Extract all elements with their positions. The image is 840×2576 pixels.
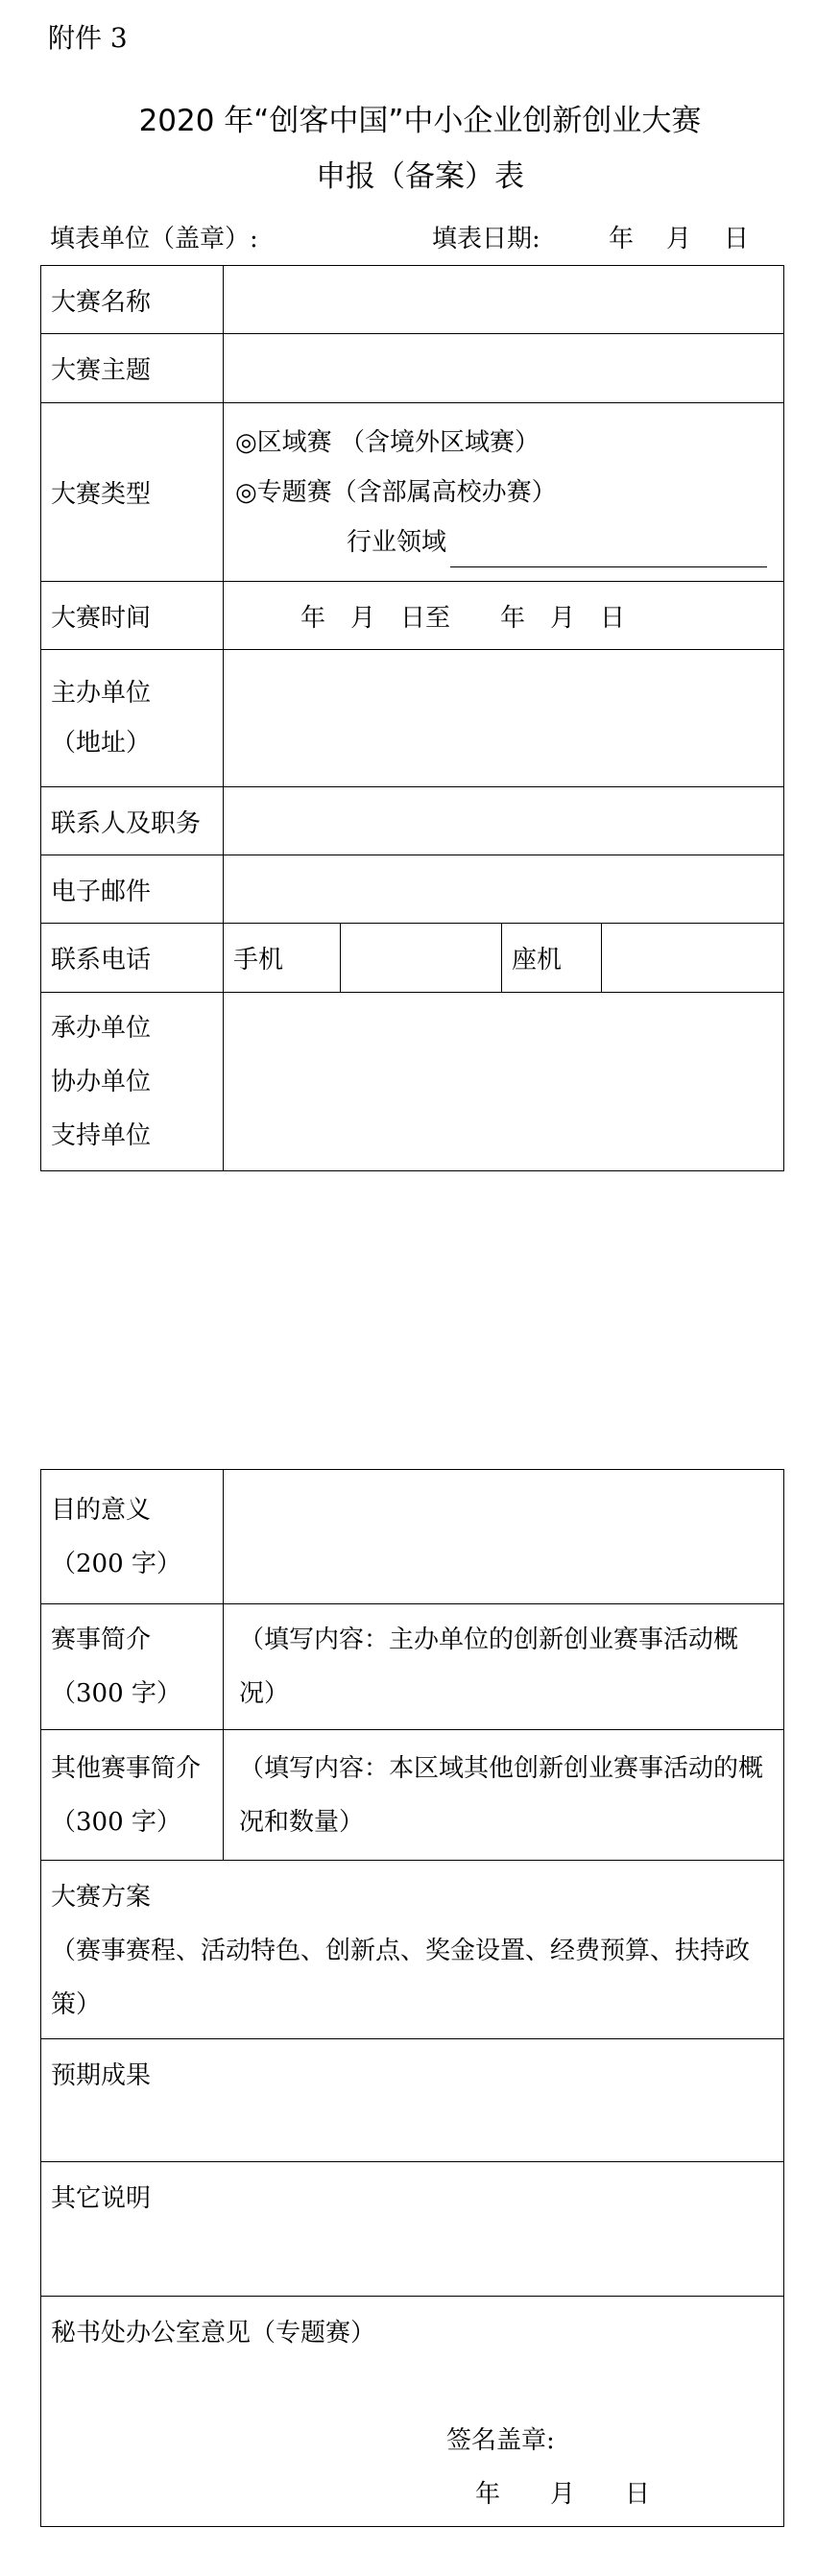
email-label: 电子邮件 xyxy=(41,855,224,924)
industry-label: 行业领域 xyxy=(347,527,447,557)
other-intro-label-line1: 其他赛事简介 xyxy=(51,1753,202,1783)
intro-label-line2: （300 字） xyxy=(51,1679,181,1708)
signature-label: 签名盖章: xyxy=(446,2426,555,2455)
purpose-field[interactable] xyxy=(224,1470,784,1604)
secretariat-opinion-label: 秘书处办公室意见（专题赛） xyxy=(51,2319,376,2347)
plan-label: 大赛方案 xyxy=(51,1883,152,1912)
expected-results-section[interactable] xyxy=(41,2039,784,2162)
organizers-field[interactable] xyxy=(224,993,784,1171)
industry-row xyxy=(233,518,774,567)
type-option-regional[interactable]: ◎区域赛 （含境外区域赛） xyxy=(235,427,540,457)
other-notes-section[interactable] xyxy=(41,2162,784,2297)
other-notes-label: 其它说明 xyxy=(51,2184,152,2213)
fill-day: 日 xyxy=(724,225,750,253)
type-option-special[interactable]: ◎专题赛（含部属高校办赛） xyxy=(235,477,557,507)
organizer-label-2: 协办单位 xyxy=(51,1067,152,1096)
host-label-line2: （地址） xyxy=(51,729,152,758)
attachment-number: 附件 3 xyxy=(48,22,128,54)
basic-info-table xyxy=(40,265,784,1171)
competition-type-field[interactable] xyxy=(224,403,784,582)
purpose-label-line1: 目的意义 xyxy=(51,1495,152,1525)
competition-time-label: 大赛时间 xyxy=(41,582,224,650)
host-label xyxy=(41,650,224,787)
secretariat-opinion-section[interactable] xyxy=(41,2297,784,2527)
host-label-line1: 主办单位 xyxy=(51,679,152,708)
contact-label: 联系人及职务 xyxy=(41,787,224,855)
purpose-label-line2: （200 字） xyxy=(51,1549,181,1578)
fill-unit-label: 填表单位（盖章）: xyxy=(50,225,258,253)
intro-label xyxy=(41,1604,224,1730)
expected-results-label: 预期成果 xyxy=(51,2061,152,2090)
mobile-field[interactable] xyxy=(341,924,502,993)
competition-time-field[interactable]: 年 月 日至 年 月 日 xyxy=(224,582,784,650)
organizer-label-3: 支持单位 xyxy=(51,1120,152,1150)
signature-date: 年 月 日 xyxy=(475,2480,651,2509)
landline-field[interactable] xyxy=(602,924,784,993)
form-subtitle: 申报（备案）表 xyxy=(316,159,524,194)
competition-name-label: 大赛名称 xyxy=(41,266,224,334)
plan-hint: （赛事赛程、活动特色、创新点、奖金设置、经费预算、扶持政策） xyxy=(51,1937,751,2019)
competition-theme-field[interactable] xyxy=(224,334,784,403)
industry-field[interactable] xyxy=(450,534,767,567)
competition-type-label: 大赛类型 xyxy=(41,403,224,582)
phone-label: 联系电话 xyxy=(41,924,224,993)
other-intro-label xyxy=(41,1730,224,1861)
organizer-label-1: 承办单位 xyxy=(51,1013,152,1043)
fill-year: 年 xyxy=(609,225,635,253)
fill-month: 月 xyxy=(666,225,692,253)
mobile-label: 手机 xyxy=(224,924,341,993)
organizers-label xyxy=(41,993,224,1171)
email-field[interactable] xyxy=(224,855,784,924)
details-table xyxy=(40,1469,784,2527)
purpose-label xyxy=(41,1470,224,1604)
intro-label-line1: 赛事简介 xyxy=(51,1625,152,1654)
fill-date-label: 填表日期: xyxy=(432,225,540,253)
other-intro-label-line2: （300 字） xyxy=(51,1807,181,1837)
landline-label: 座机 xyxy=(502,924,602,993)
intro-field[interactable]: （填写内容：主办单位的创新创业赛事活动概况） xyxy=(224,1604,784,1730)
competition-name-field[interactable] xyxy=(224,266,784,334)
host-field[interactable] xyxy=(224,650,784,787)
contact-field[interactable] xyxy=(224,787,784,855)
other-intro-field[interactable]: （填写内容：本区域其他创新创业赛事活动的概况和数量） xyxy=(224,1730,784,1861)
plan-section[interactable] xyxy=(41,1861,784,2039)
form-title: 2020 年“创客中国”中小企业创新创业大赛 xyxy=(138,104,702,138)
competition-theme-label: 大赛主题 xyxy=(41,334,224,403)
